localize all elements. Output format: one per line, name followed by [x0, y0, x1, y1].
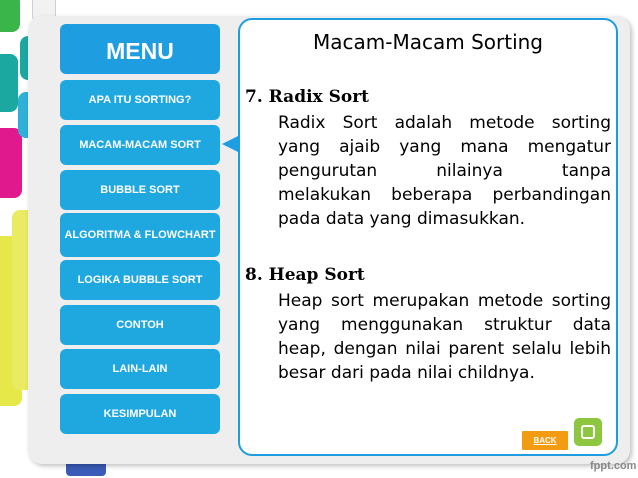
home-square-icon — [581, 425, 595, 439]
section-body-radix-sort — [278, 111, 611, 231]
watermark: fppt.com — [590, 460, 637, 472]
menu-item-logika-bubble-sort[interactable]: LOGIKA BUBBLE SORT — [60, 260, 220, 300]
back-button[interactable]: BACK — [521, 430, 569, 451]
decor-tab-teal — [0, 54, 18, 112]
text-line: besar dari pada nilai childnya. — [278, 363, 535, 383]
menu-item-kesimpulan[interactable]: KESIMPULAN — [60, 394, 220, 434]
content-box — [238, 18, 618, 456]
menu-header: MENU — [60, 24, 220, 74]
section-body-heap-sort — [278, 289, 611, 385]
menu-item-contoh[interactable]: CONTOH — [60, 305, 220, 345]
active-menu-pointer — [222, 136, 238, 152]
menu-item-macam-macam-sort[interactable]: MACAM-MACAM SORT — [60, 125, 220, 165]
decor-tab-green — [0, 0, 20, 32]
text-line: pada data yang dimasukkan. — [278, 209, 526, 229]
text-line: Radix Sort adalah metode sorting — [278, 113, 611, 133]
section-heading-heap-sort: 8. Heap Sort — [245, 265, 365, 285]
text-line: yang ajaib yang mana mengatur — [278, 137, 611, 157]
menu-item-algoritma-flowchart[interactable]: ALGORITMA & FLOWCHART — [60, 213, 220, 257]
text-line: pengurutan nilainya tanpa — [278, 161, 611, 181]
home-button[interactable] — [574, 418, 602, 446]
section-heading-radix-sort: 7. Radix Sort — [245, 87, 370, 107]
menu-item-lain-lain[interactable]: LAIN-LAIN — [60, 349, 220, 389]
text-line: melakukan beberapa perbandingan — [278, 185, 611, 205]
text-line: yang menggunakan struktur data — [278, 315, 611, 335]
text-line: heap, dengan nilai parent selalu lebih — [278, 339, 611, 359]
text-line: Heap sort merupakan metode sorting — [278, 291, 611, 311]
menu-item-apa-itu-sorting[interactable]: APA ITU SORTING? — [60, 80, 220, 120]
menu-item-bubble-sort[interactable]: BUBBLE SORT — [60, 170, 220, 210]
slide-title: Macam-Macam Sorting — [313, 30, 543, 54]
decor-tab-magenta — [0, 128, 22, 198]
